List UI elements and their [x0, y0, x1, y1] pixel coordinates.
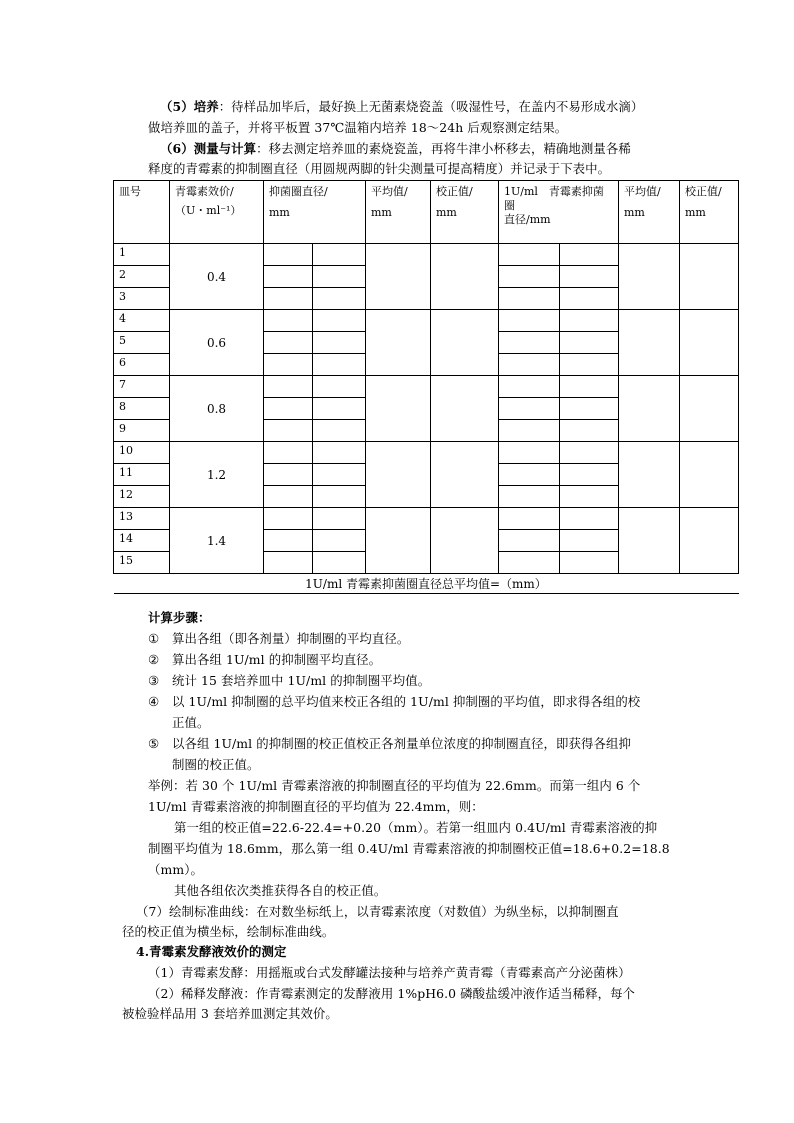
corrected-2-cell	[680, 442, 739, 508]
potency-value: 0.6	[170, 310, 264, 376]
corrected-cell	[431, 376, 499, 442]
dish-number: 3	[114, 288, 170, 310]
diameter-cell-a	[264, 464, 313, 486]
example-line6: 其他各组依次类推获得各自的校正值。	[174, 883, 387, 898]
dish-number: 12	[114, 486, 170, 508]
diameter-cell-b	[313, 420, 366, 442]
reference-cell-a	[499, 288, 560, 310]
potency-value: 0.8	[170, 376, 264, 442]
diameter-cell-a	[264, 376, 313, 398]
reference-cell-b	[560, 244, 619, 266]
diameter-cell-b	[313, 376, 366, 398]
corrected-2-cell	[680, 376, 739, 442]
dish-number: 9	[114, 420, 170, 442]
step-marker: ⑤	[148, 736, 160, 751]
header-diameter: 抑菌圈直径/ mm	[264, 181, 366, 244]
average-2-cell	[619, 310, 680, 376]
diameter-cell-a	[264, 508, 313, 530]
para6-line2: 释度的青霉素的抑制圈直径（用圆规两脚的针尖测量可提高精度）并记录于下表中。	[148, 161, 611, 176]
reference-cell-a	[499, 464, 560, 486]
header-reference-diameter: 1U/ml 青霉素抑菌 圈 直径/mm	[499, 181, 619, 244]
reference-cell-b	[560, 552, 619, 574]
diameter-cell-a	[264, 552, 313, 574]
para5-line2: 做培养皿的盖子，并将平板置 37℃温箱内培养 18～24h 后观察测定结果。	[148, 120, 568, 135]
reference-cell-a	[499, 420, 560, 442]
diameter-cell-a	[264, 354, 313, 376]
diameter-cell-a	[264, 442, 313, 464]
reference-cell-b	[560, 508, 619, 530]
diameter-cell-b	[313, 442, 366, 464]
diameter-cell-a	[264, 266, 313, 288]
corrected-cell	[431, 508, 499, 574]
section4-item1: （1）青霉素发酵：用摇瓶或台式发酵罐法接种与培养产黄青霉（青霉素高产分泌菌株）	[148, 965, 631, 980]
average-cell	[366, 508, 431, 574]
diameter-cell-b	[313, 354, 366, 376]
example-line1: 举例：若 30 个 1U/ml 青霉素溶液的抑制圈直径的平均值为 22.6mm。而第一组内 6 个	[148, 778, 641, 793]
para5-line1	[160, 97, 643, 117]
reference-cell-a	[499, 508, 560, 530]
reference-cell-b	[560, 486, 619, 508]
diameter-cell-b	[313, 332, 366, 354]
diameter-cell-b	[313, 288, 366, 310]
measurement-table	[113, 180, 739, 594]
reference-cell-b	[560, 464, 619, 486]
calc-step	[148, 671, 430, 691]
corrected-2-cell	[680, 508, 739, 574]
average-2-cell	[619, 508, 680, 574]
reference-cell-a	[499, 354, 560, 376]
para6-heading: （6）测量与计算	[160, 141, 257, 156]
para5-text: ：待样品加毕后，最好换上无菌素烧瓷盖（吸湿性号，在盖内不易形成水滴）	[218, 99, 644, 114]
diameter-cell-a	[264, 420, 313, 442]
diameter-cell-b	[313, 530, 366, 552]
average-cell	[366, 244, 431, 310]
para6-text: ：移去测定培养皿的素烧瓷盖，再将牛津小杯移去，精确地测量各稀	[256, 141, 631, 156]
average-2-cell	[619, 376, 680, 442]
diameter-cell-b	[313, 398, 366, 420]
step-marker: ④	[148, 694, 160, 709]
reference-cell-b	[560, 310, 619, 332]
calc-step	[148, 650, 381, 670]
dish-number: 14	[114, 530, 170, 552]
corrected-cell	[431, 244, 499, 310]
table-row	[114, 442, 739, 464]
diameter-cell-a	[264, 486, 313, 508]
diameter-cell-a	[264, 332, 313, 354]
dish-number: 4	[114, 310, 170, 332]
calc-step-continued: 正值。	[172, 715, 210, 730]
calc-step	[148, 734, 631, 754]
diameter-cell-a	[264, 398, 313, 420]
step-marker: ①	[148, 631, 160, 646]
potency-value: 1.4	[170, 508, 264, 574]
step-text: 统计 15 套培养皿中 1U/ml 的抑制圈平均值。	[172, 673, 431, 688]
step-text: 算出各组 1U/ml 的抑制圈平均直径。	[172, 652, 382, 667]
reference-cell-b	[560, 420, 619, 442]
para7-line2: 径的校正值为横坐标，绘制标准曲线。	[122, 924, 335, 939]
diameter-cell-a	[264, 244, 313, 266]
header-corrected: 校正值/ mm	[431, 181, 499, 244]
example-line5: （mm）。	[148, 862, 203, 877]
potency-value: 1.2	[170, 442, 264, 508]
table-row	[114, 244, 739, 266]
calc-step	[148, 692, 640, 712]
step-text: 算出各组（即各剂量）抑制圈的平均直径。	[172, 631, 410, 646]
corrected-cell	[431, 442, 499, 508]
section4-title: 4.青霉素发酵液效价的测定	[136, 944, 287, 959]
reference-cell-b	[560, 332, 619, 354]
step-text: 以 1U/ml 抑制圈的总平均值来校正各组的 1U/ml 抑制圈的平均值，即求得各组的校	[172, 694, 641, 709]
reference-cell-b	[560, 266, 619, 288]
diameter-cell-b	[313, 552, 366, 574]
calc-step-continued: 制圈的校正值。	[172, 757, 260, 772]
dish-number: 15	[114, 552, 170, 574]
dish-number: 13	[114, 508, 170, 530]
diameter-cell-a	[264, 288, 313, 310]
table-header-row	[114, 181, 739, 244]
corrected-cell	[431, 310, 499, 376]
reference-cell-a	[499, 310, 560, 332]
reference-cell-a	[499, 244, 560, 266]
header-potency: 青霉素效价/ （U・ml⁻¹）	[170, 181, 264, 244]
diameter-cell-a	[264, 310, 313, 332]
dish-number: 5	[114, 332, 170, 354]
dish-number: 1	[114, 244, 170, 266]
example-line4: 制圈平均值为 18.6mm，那么第一组 0.4U/ml 青霉素溶液的抑制圈校正值=18.6+0.2=18.8	[148, 841, 670, 856]
header-average: 平均值/ mm	[366, 181, 431, 244]
dish-number: 10	[114, 442, 170, 464]
reference-cell-a	[499, 442, 560, 464]
header-dish: 皿号	[114, 181, 170, 244]
corrected-2-cell	[680, 244, 739, 310]
para6-line1	[160, 139, 631, 159]
diameter-cell-b	[313, 244, 366, 266]
header-corrected-2: 校正值/ mm	[680, 181, 739, 244]
reference-cell-a	[499, 552, 560, 574]
table-row	[114, 508, 739, 530]
diameter-cell-b	[313, 486, 366, 508]
dish-number: 8	[114, 398, 170, 420]
step-marker: ③	[148, 673, 160, 688]
corrected-2-cell	[680, 310, 739, 376]
diameter-cell-b	[313, 266, 366, 288]
reference-cell-a	[499, 530, 560, 552]
average-cell	[366, 442, 431, 508]
example-line3: 第一组的校正值=22.6-22.4=+0.20（mm）。若第一组皿内 0.4U/ml 青霉素溶液的抑	[174, 820, 658, 835]
diameter-cell-b	[313, 310, 366, 332]
potency-value: 0.4	[170, 244, 264, 310]
para5-heading: （5）培养	[160, 99, 219, 114]
diameter-cell-a	[264, 530, 313, 552]
total-average-label: 1U/ml 青霉素抑菌圈直径总平均值=（mm）	[114, 574, 739, 594]
reference-cell-a	[499, 376, 560, 398]
header-average-2: 平均值/ mm	[619, 181, 680, 244]
diameter-cell-b	[313, 464, 366, 486]
dish-number: 6	[114, 354, 170, 376]
reference-cell-a	[499, 332, 560, 354]
reference-cell-b	[560, 354, 619, 376]
diameter-cell-b	[313, 508, 366, 530]
table-row	[114, 310, 739, 332]
example-line2: 1U/ml 青霉素溶液的抑制圈直径的平均值为 22.4mm，则：	[148, 799, 484, 814]
reference-cell-b	[560, 530, 619, 552]
dish-number: 2	[114, 266, 170, 288]
average-2-cell	[619, 244, 680, 310]
dish-number: 11	[114, 464, 170, 486]
section4-item2-line2: 被检验样品用 3 套培养皿测定其效价。	[122, 1006, 338, 1021]
average-cell	[366, 376, 431, 442]
average-2-cell	[619, 442, 680, 508]
reference-cell-a	[499, 266, 560, 288]
table-footer-row	[114, 574, 739, 594]
reference-cell-b	[560, 288, 619, 310]
reference-cell-a	[499, 486, 560, 508]
step-text: 以各组 1U/ml 的抑制圈的校正值校正各剂量单位浓度的抑制圈直径，即获得各组抑	[172, 736, 631, 751]
table-row	[114, 376, 739, 398]
calc-step	[148, 629, 409, 649]
reference-cell-a	[499, 398, 560, 420]
para7-line1: （7）绘制标准曲线：在对数坐标纸上，以青霉素浓度（对数值）为纵坐标，以抑制圈直	[136, 904, 619, 919]
reference-cell-b	[560, 442, 619, 464]
dish-number: 7	[114, 376, 170, 398]
reference-cell-b	[560, 398, 619, 420]
section4-item2-line1: （2）稀释发酵液：作青霉素测定的发酵液用 1%pH6.0 磷酸盐缓冲液作适当稀释，每个	[148, 986, 636, 1001]
calc-title: 计算步骤：	[148, 610, 211, 625]
reference-cell-b	[560, 376, 619, 398]
average-cell	[366, 310, 431, 376]
step-marker: ②	[148, 652, 160, 667]
